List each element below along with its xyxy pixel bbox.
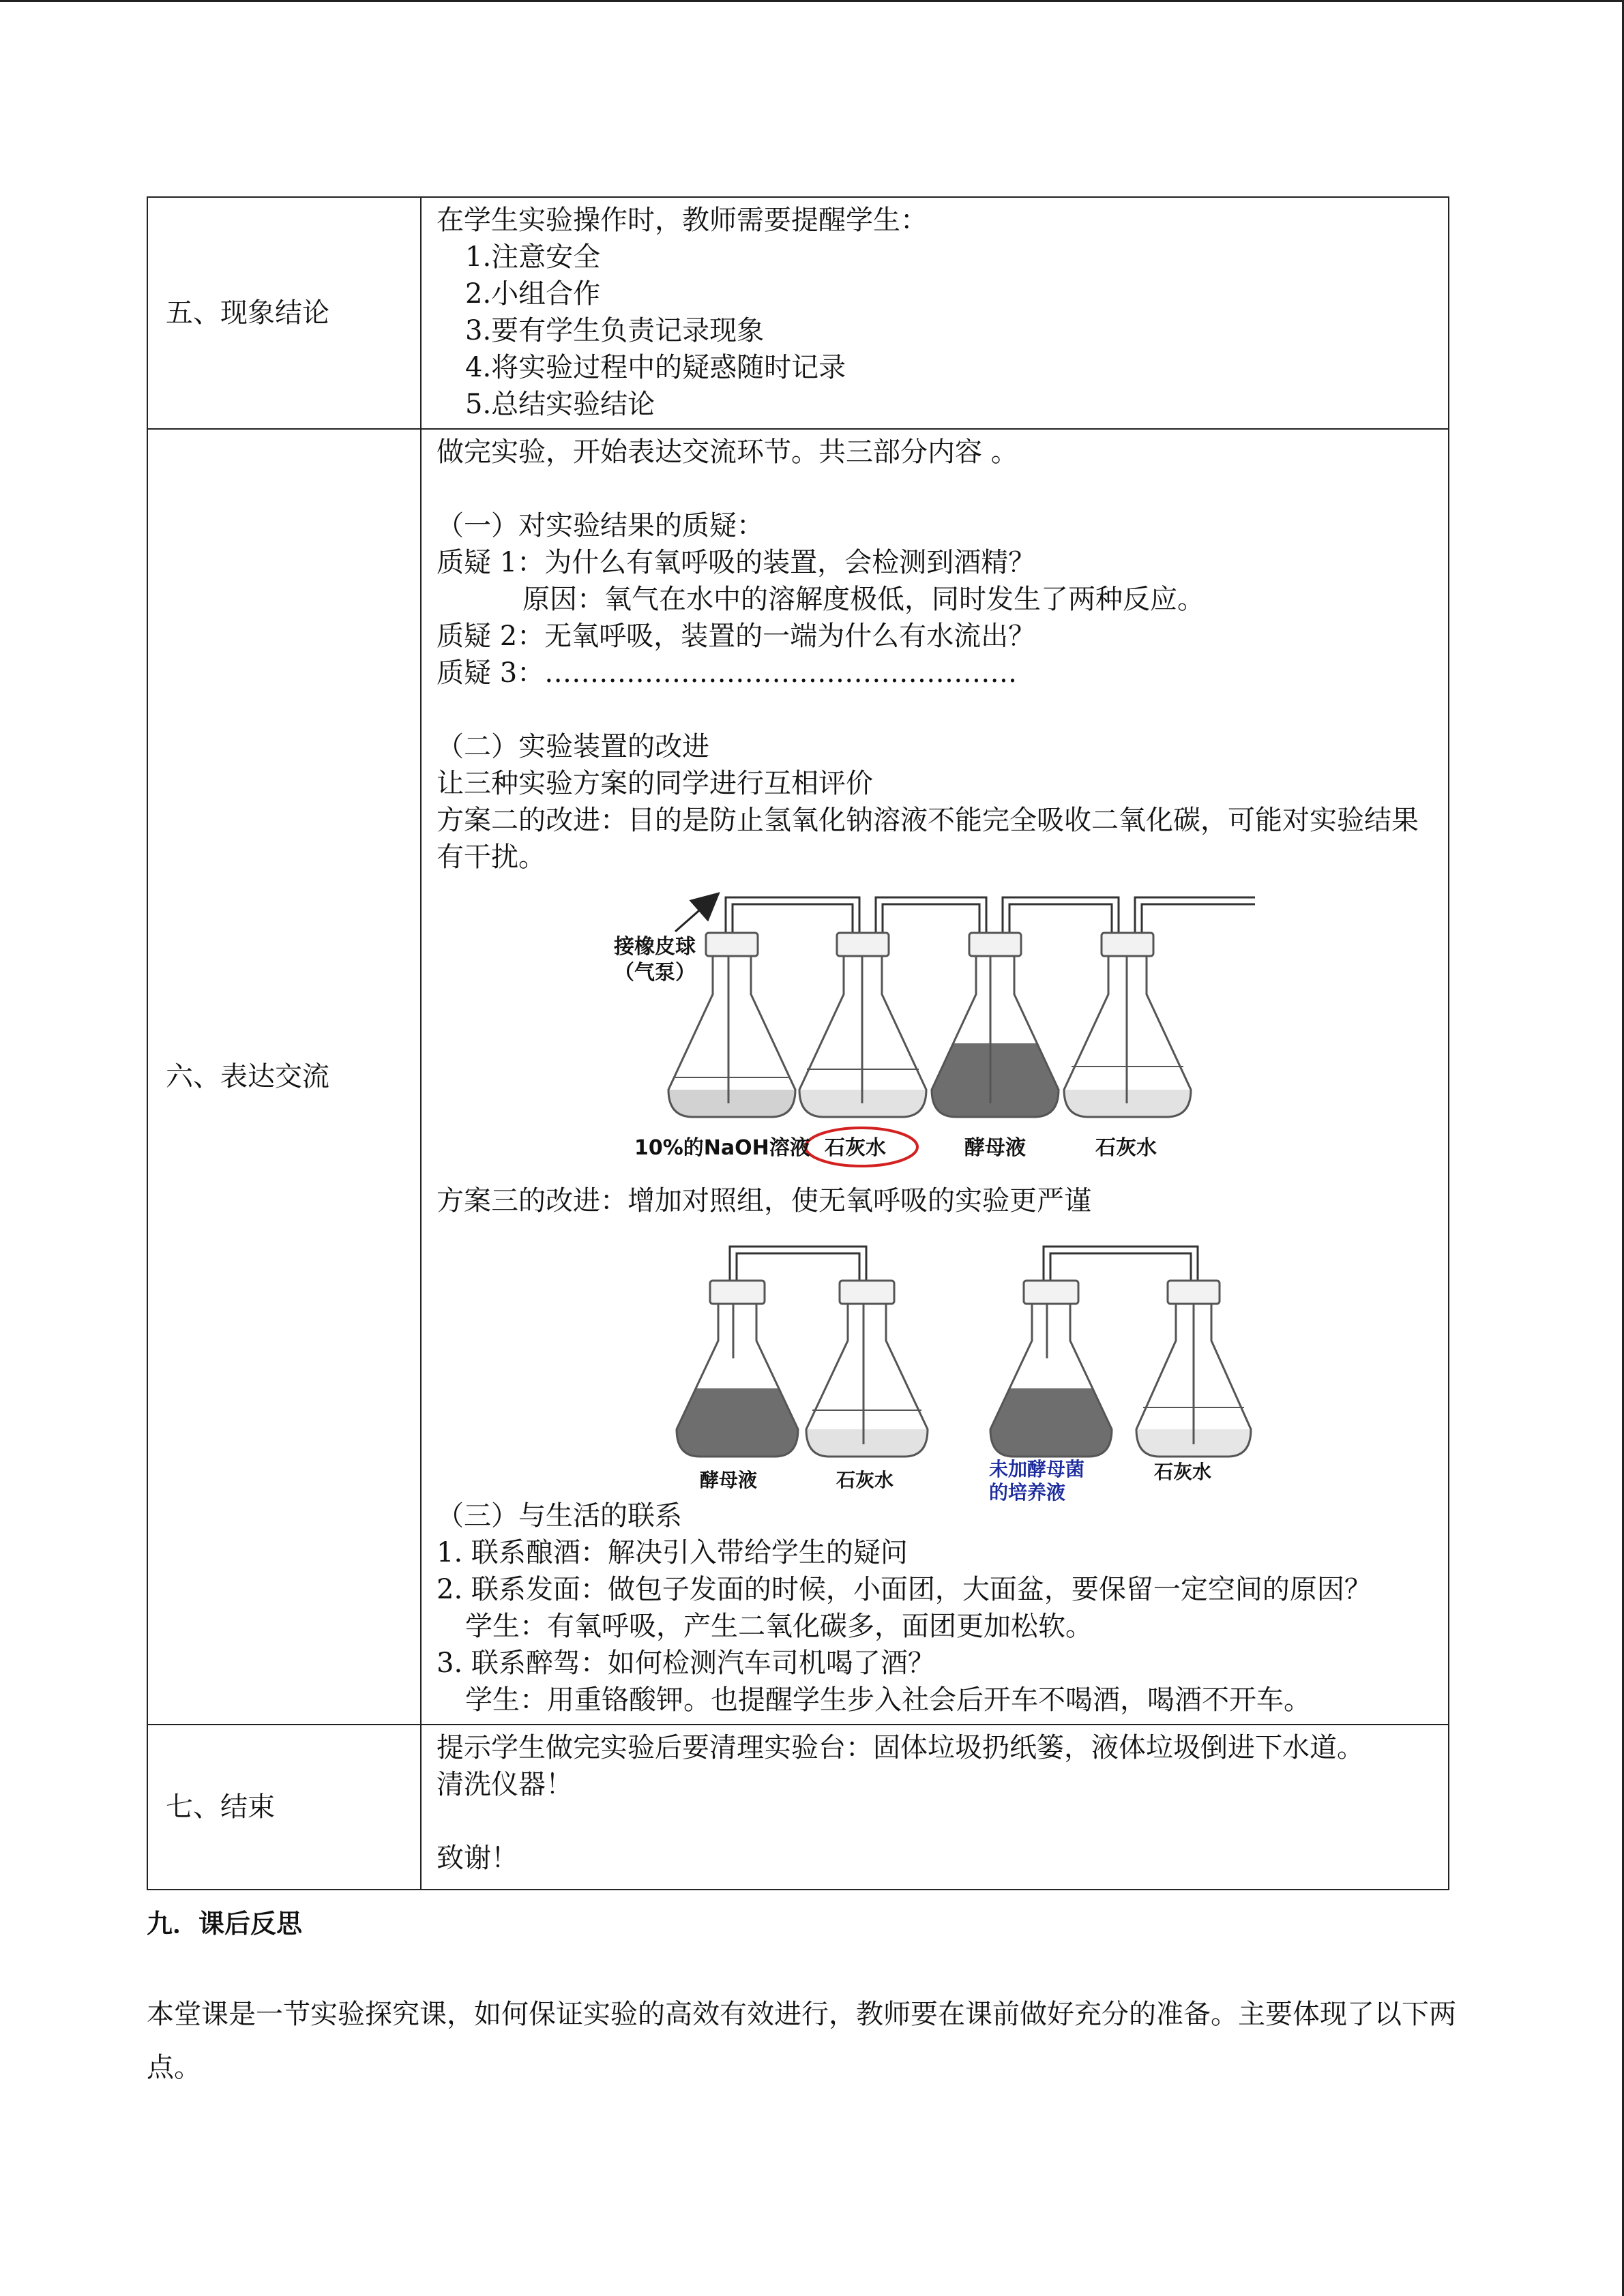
text-line: 原因：氧气在水中的溶解度极低，同时发生了两种反应。: [522, 584, 1205, 615]
text-line: 质疑 3：…………………………………………….: [437, 657, 1017, 689]
flask-limewater: [806, 1281, 928, 1457]
list-item: 1. 联系酿酒：解决引入带给学生的疑问: [437, 1537, 908, 1568]
text-line: 在学生实验操作时，教师需要提醒学生：: [437, 205, 928, 236]
list-item: 2.小组合作: [465, 278, 601, 310]
list-item: 3. 联系醉驾：如何检测汽车司机喝了酒？: [437, 1648, 935, 1679]
flask-limewater: [1136, 1281, 1251, 1457]
flask-limewater: [799, 933, 926, 1117]
flask-label: 酵母液: [700, 1469, 758, 1491]
text-line: 质疑 1：为什么有氧呼吸的装置，会检测到酒精？: [437, 547, 1036, 578]
text-line: 清洗仪器！: [437, 1769, 573, 1800]
flask-label: 石灰水: [836, 1469, 894, 1491]
flask-label: 未加酵母菌: [989, 1458, 1085, 1480]
reflection-paragraph: 本堂课是一节实验探究课，如何保证实验的高效有效进行，教师要在课前做好充分的准备。主要体现了以下两点。: [147, 1999, 1456, 2083]
text-line: 提示学生做完实验后要清理实验台：固体垃圾扔纸篓，液体垃圾倒进下水道。: [437, 1732, 1364, 1763]
row-label: 五、现象结论: [147, 197, 421, 429]
apparatus-diagram-1: [573, 885, 1528, 1158]
text-line: 质疑 2：无氧呼吸，装置的一端为什么有水流出？: [437, 621, 1036, 652]
text-line: 方案二的改进：目的是防止氢氧化钠溶液不能完全吸收二氧化碳，可能对实验结果有干扰。: [437, 805, 1419, 873]
pump-arrow: [675, 901, 709, 931]
section-title: 九．课后反思: [147, 1909, 303, 1939]
flask-yeast: [932, 933, 1059, 1117]
table-row: [147, 429, 1449, 1725]
text-line: 致谢！: [437, 1843, 518, 1874]
section-subtitle: （三）与生活的联系: [437, 1500, 682, 1532]
flask-control-medium: [990, 1281, 1112, 1457]
row-content: [421, 429, 1449, 1725]
apparatus-diagram-2: [662, 1232, 1616, 1504]
section-subtitle: （二）实验装置的改进: [437, 731, 709, 762]
page-border-top: [0, 0, 1624, 2]
lesson-table: [147, 196, 1449, 1890]
pump-label: 接橡皮球: [614, 935, 696, 959]
text-line: 学生：有氧呼吸，产生二氧化碳多，面团更加松软。: [465, 1611, 1093, 1642]
flask-label: 石灰水: [1095, 1136, 1157, 1160]
list-item: 3.要有学生负责记录现象: [465, 315, 765, 346]
text-line: 做完实验，开始表达交流环节。共三部分内容 。: [437, 436, 1018, 468]
flask-yeast: [677, 1281, 798, 1457]
flask-label: 石灰水: [1154, 1461, 1212, 1483]
text-line: 方案三的改进：增加对照组，使无氧呼吸的实验更严谨: [437, 1185, 1091, 1217]
list-item: 5.总结实验结论: [465, 389, 655, 420]
list-item: 2. 联系发面：做包子发面的时候，小面团，大面盆，要保留一定空间的原因？: [437, 1574, 1372, 1605]
row-content: [421, 1725, 1449, 1890]
row-label: 七、结束: [147, 1725, 421, 1890]
table-row: [147, 197, 1449, 429]
flask-label: 的培养液: [989, 1481, 1066, 1504]
section-subtitle: （一）对实验结果的质疑：: [437, 510, 764, 541]
flask-limewater: [1064, 933, 1191, 1117]
text-line: 学生：用重铬酸钾。也提醒学生步入社会后开车不喝酒，喝酒不开车。: [465, 1684, 1311, 1716]
row-content: [421, 197, 1449, 429]
flask-label: 10%的NaOH溶液: [634, 1136, 810, 1160]
flask-label: 酵母液: [964, 1136, 1026, 1160]
pump-label: （气泵）: [614, 961, 696, 985]
text-line: 让三种实验方案的同学进行互相评价: [437, 768, 873, 799]
table-row: [147, 1725, 1449, 1890]
list-item: 4.将实验过程中的疑惑随时记录: [465, 352, 846, 383]
list-item: 1.注意安全: [465, 241, 601, 273]
flask-label: 石灰水: [825, 1136, 886, 1160]
row-label: 六、表达交流: [147, 429, 421, 1725]
